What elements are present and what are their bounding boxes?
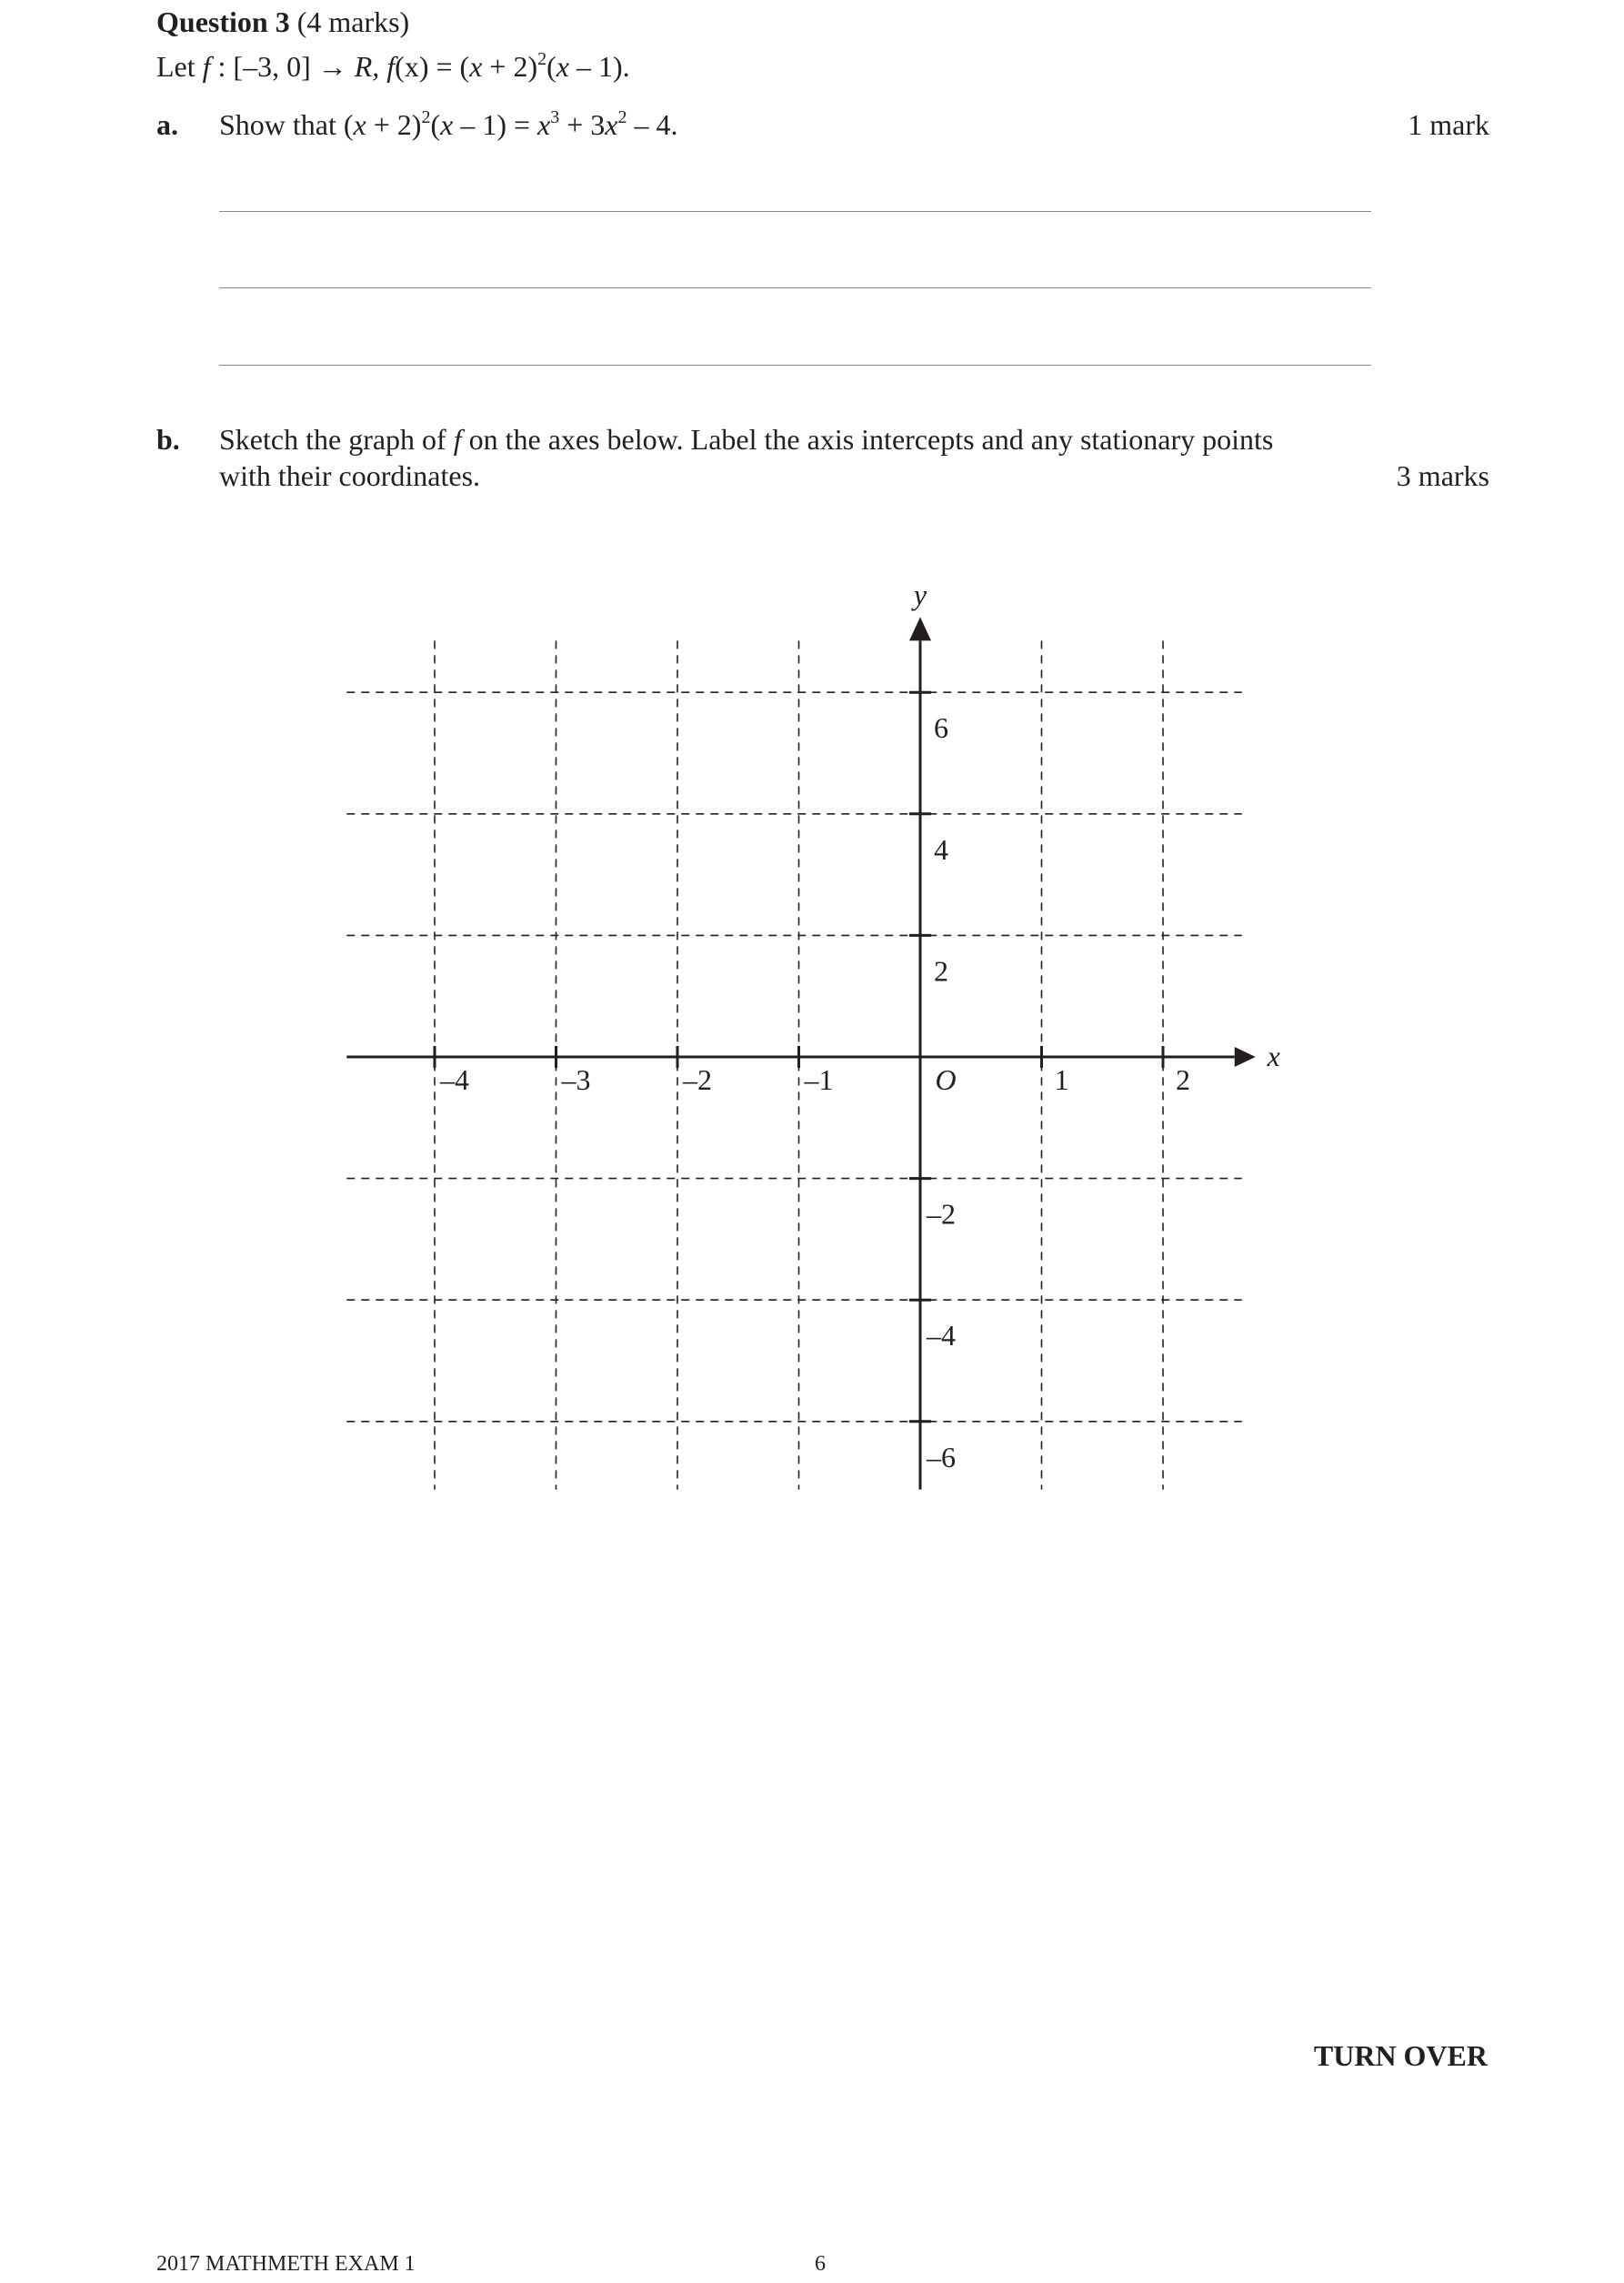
y-tick-label: 6 (934, 711, 948, 745)
part-a-marks: 1 mark (1408, 108, 1489, 141)
page-number: 6 (815, 2252, 826, 2276)
exam-footer: 2017 MATHMETH EXAM 1 (156, 2252, 416, 2276)
part-b-marks: 3 marks (1396, 459, 1489, 492)
y-tick-label: 4 (934, 832, 948, 866)
x-tick-label: –4 (440, 1063, 469, 1096)
part-a-plus3: + 3 (559, 108, 606, 141)
part-a-open: ( (430, 108, 441, 141)
question-marks: (4 marks) (296, 5, 410, 38)
part-a-minus4: – 4. (627, 108, 678, 141)
x-axis-arrow (1235, 1047, 1256, 1067)
part-a-x1: x (353, 108, 366, 141)
y-tick-label: –4 (927, 1319, 956, 1353)
part-a-x4: x (605, 108, 618, 141)
stem-x2: x (556, 50, 569, 83)
x-axis-label: x (1267, 1040, 1280, 1072)
y-axis-label: y (913, 578, 927, 611)
x-tick-label: 1 (1054, 1063, 1069, 1096)
part-a-plus2: + 2) (366, 108, 422, 141)
x-tick-label: 2 (1176, 1063, 1190, 1096)
stem-domain: : [–3, 0] → (210, 50, 347, 83)
y-axis-arrow (909, 617, 931, 640)
part-b-pre: Sketch the graph of (219, 423, 454, 456)
stem-f: f (202, 50, 211, 83)
part-a-x3: x (537, 108, 551, 141)
part-b-line-2: with their coordinates. (219, 459, 481, 492)
stem-open: ( (546, 50, 556, 83)
stem-exp2: 2 (537, 49, 547, 69)
stem-eq: = ( (428, 50, 470, 83)
grid-lines (346, 640, 1242, 1489)
part-b-f: f (453, 423, 462, 456)
question-title: Question 3 (156, 5, 290, 38)
x-tick-label: –3 (561, 1063, 591, 1096)
part-b-post: on the axes below. Label the axis intercepts and any stationary points (461, 423, 1274, 456)
stem-x1: x (469, 50, 483, 83)
part-a-show: Show that ( (219, 108, 354, 141)
part-a-minus1: – 1) = (453, 108, 538, 141)
stem-let: Let (156, 50, 195, 83)
stem-arg: (x) (395, 50, 429, 83)
x-tick-label: –2 (683, 1063, 712, 1096)
stem-codomain: R, (354, 50, 380, 83)
part-a-exp3: 3 (550, 107, 560, 127)
part-b-label: b. (156, 423, 180, 456)
origin-label: O (935, 1063, 957, 1096)
stem-f2: f (386, 50, 396, 83)
part-a-exp2: 2 (421, 107, 431, 127)
tick-labels (439, 578, 1280, 1473)
y-tick-label: –2 (927, 1197, 956, 1231)
y-tick-label: –6 (927, 1440, 956, 1473)
part-a-x2: x (440, 108, 454, 141)
axes-group (346, 617, 1256, 1489)
turn-over: TURN OVER (1313, 2039, 1488, 2072)
part-a-exp2b: 2 (617, 107, 627, 127)
part-a-label: a. (156, 108, 178, 141)
x-tick-label: –1 (804, 1063, 834, 1096)
y-tick-label: 2 (934, 954, 948, 988)
stem-minus1: – 1). (568, 50, 630, 83)
stem-plus2: + 2) (482, 50, 538, 83)
